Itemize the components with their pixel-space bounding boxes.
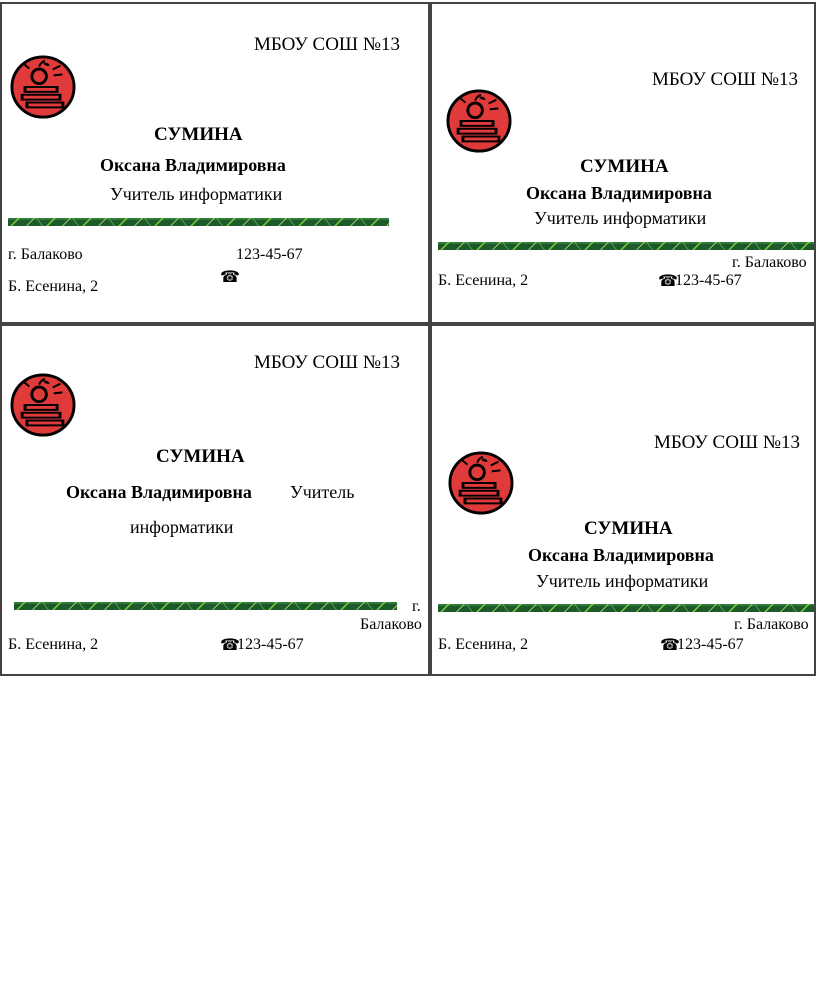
street-address: Б. Есенина, 2 xyxy=(438,636,529,653)
business-card-2 xyxy=(430,2,816,324)
school-name: МБОУ СОШ №13 xyxy=(654,432,800,453)
city-part-1: г. xyxy=(412,598,421,615)
phone-number: 123-45-67 xyxy=(236,246,303,263)
surname: СУМИНА xyxy=(584,518,673,539)
decorative-band xyxy=(14,602,397,610)
surname: СУМИНА xyxy=(580,156,669,177)
full-name: Оксана Владимировна xyxy=(66,482,252,502)
apple-and-books-logo-icon xyxy=(10,54,76,120)
telephone-icon: ☎ xyxy=(660,635,680,654)
job-title: Учитель информатики xyxy=(534,208,707,228)
street-address: Б. Есенина, 2 xyxy=(8,278,99,295)
job-title: Учитель информатики xyxy=(110,184,283,204)
job-title: Учитель информатики xyxy=(536,571,709,591)
telephone-icon: ☎ xyxy=(220,267,240,286)
school-name: МБОУ СОШ №13 xyxy=(254,352,400,373)
school-name: МБОУ СОШ №13 xyxy=(652,69,798,90)
apple-and-books-logo-icon xyxy=(10,372,76,438)
business-card-4 xyxy=(430,324,816,676)
city-part-2: Балаково xyxy=(360,616,422,633)
phone-number: 123-45-67 xyxy=(675,272,742,289)
job-title-part-1: Учитель xyxy=(290,482,355,502)
telephone-icon: ☎ xyxy=(220,635,240,654)
city: г. Балаково xyxy=(732,254,807,271)
business-card-1 xyxy=(0,2,430,324)
full-name: Оксана Владимировна xyxy=(528,545,714,565)
phone-number: 123-45-67 xyxy=(237,636,304,653)
surname: СУМИНА xyxy=(154,124,243,145)
telephone-icon: ☎ xyxy=(658,271,678,290)
full-name: Оксана Владимировна xyxy=(526,183,712,203)
apple-and-books-logo-icon xyxy=(448,450,514,516)
phone-number: 123-45-67 xyxy=(677,636,744,653)
street-address: Б. Есенина, 2 xyxy=(438,272,529,289)
street-address: Б. Есенина, 2 xyxy=(8,636,99,653)
surname: СУМИНА xyxy=(156,446,245,467)
job-title-part-2: информатики xyxy=(130,517,234,537)
decorative-band xyxy=(8,218,389,226)
decorative-band xyxy=(438,242,816,250)
decorative-band xyxy=(438,604,816,612)
business-card-3 xyxy=(0,324,430,676)
full-name: Оксана Владимировна xyxy=(100,155,286,175)
city: г. Балаково xyxy=(734,616,809,633)
school-name: МБОУ СОШ №13 xyxy=(254,34,400,55)
apple-and-books-logo-icon xyxy=(446,88,512,154)
city: г. Балаково xyxy=(8,246,83,263)
